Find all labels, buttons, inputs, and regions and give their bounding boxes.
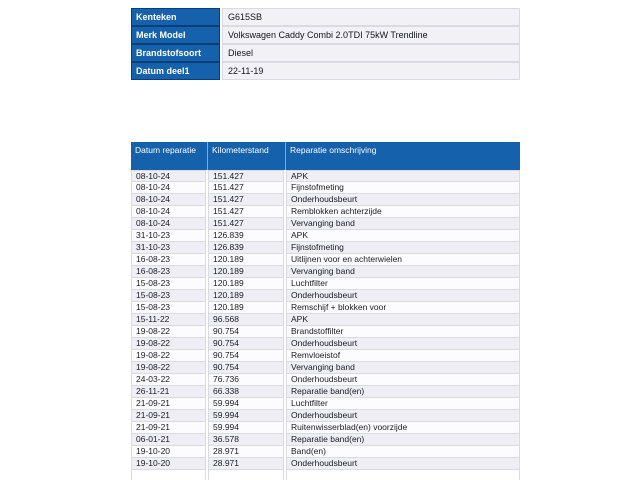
cell-kilometerstand: 151.427 [208, 218, 284, 230]
cell-reparatie-omschrijving: Onderhoudsbeurt [286, 290, 520, 302]
cell-reparatie-omschrijving: APK [286, 314, 520, 326]
table-row [131, 290, 520, 302]
cell-reparatie-omschrijving: Vervanging band [286, 362, 520, 374]
cell-reparatie-omschrijving: Onderhoudsbeurt [286, 338, 520, 350]
table-row [131, 218, 520, 230]
cell-kilometerstand: 90.754 [208, 326, 284, 338]
cell-reparatie-omschrijving: Band(en) [286, 446, 520, 458]
cell-datum-reparatie: 21-09-21 [131, 422, 206, 434]
cell-kilometerstand: 151.427 [208, 206, 284, 218]
cell-datum-reparatie: 19-08-22 [131, 350, 206, 362]
vehicle-info-value: Volkswagen Caddy Combi 2.0TDI 75kW Trendline [222, 26, 520, 44]
cell-reparatie-omschrijving: Vervanging band [286, 218, 520, 230]
cell-kilometerstand: 151.427 [208, 182, 284, 194]
cell-reparatie-omschrijving: Luchtfilter [286, 398, 520, 410]
cell-reparatie-omschrijving: Onderhoudsbeurt [286, 194, 520, 206]
cell-kilometerstand: 120.189 [208, 302, 284, 314]
cell-kilometerstand: 59.994 [208, 422, 284, 434]
cell-reparatie-omschrijving: Onderhoudsbeurt [286, 410, 520, 422]
cell-datum-reparatie: 08-10-24 [131, 218, 206, 230]
cell-datum-reparatie: 19-08-22 [131, 338, 206, 350]
cell-datum-reparatie: 08-10-24 [131, 170, 206, 182]
table-row [131, 170, 520, 182]
cell-datum-reparatie: 21-09-21 [131, 410, 206, 422]
table-row [131, 398, 520, 410]
table-row [131, 314, 520, 326]
table-row [131, 422, 520, 434]
repair-header-cell: Datum reparatie [131, 142, 208, 170]
table-row [131, 410, 520, 422]
repair-table-header [131, 142, 520, 170]
cell-datum-reparatie: 08-10-24 [131, 194, 206, 206]
table-row [131, 446, 520, 458]
repair-header-cell: Kilometerstand [208, 142, 286, 170]
cell-datum-reparatie: 15-08-23 [131, 278, 206, 290]
cell-datum-reparatie: 19-08-22 [131, 326, 206, 338]
vehicle-info-label: Merk Model [131, 26, 220, 44]
vehicle-info-row [131, 62, 520, 80]
cell-datum-reparatie: 31-10-23 [131, 230, 206, 242]
table-row [131, 434, 520, 446]
vehicle-info-row [131, 8, 520, 26]
cell-reparatie-omschrijving: Onderhoudsbeurt [286, 374, 520, 386]
table-row [131, 374, 520, 386]
repair-table [131, 142, 520, 480]
cell-reparatie-omschrijving: Uitlijnen voor en achterwielen [286, 254, 520, 266]
cell-datum-reparatie: 21-09-21 [131, 398, 206, 410]
cell-reparatie-omschrijving: Reparatie band(en) [286, 434, 520, 446]
cell-kilometerstand [208, 470, 284, 480]
cell-reparatie-omschrijving: Fijnstofmeting [286, 242, 520, 254]
repair-header-cell: Reparatie omschrijving [290, 145, 377, 155]
cell-reparatie-omschrijving: Ruitenwisserblad(en) voorzijde [286, 422, 520, 434]
table-row [131, 230, 520, 242]
cell-reparatie-omschrijving: APK [286, 170, 520, 182]
cell-kilometerstand: 76.736 [208, 374, 284, 386]
cell-datum-reparatie: 19-10-20 [131, 446, 206, 458]
table-row [131, 266, 520, 278]
table-row [131, 182, 520, 194]
cell-kilometerstand: 59.994 [208, 410, 284, 422]
cell-kilometerstand: 120.189 [208, 290, 284, 302]
cell-kilometerstand: 126.839 [208, 242, 284, 254]
cell-reparatie-omschrijving: Remschijf + blokken voor [286, 302, 520, 314]
table-row [131, 362, 520, 374]
cell-kilometerstand: 90.754 [208, 338, 284, 350]
table-row-partial [131, 470, 520, 480]
table-row [131, 206, 520, 218]
cell-kilometerstand: 66.338 [208, 386, 284, 398]
table-row [131, 386, 520, 398]
cell-kilometerstand: 28.971 [208, 458, 284, 470]
cell-datum-reparatie [131, 470, 206, 480]
vehicle-info-label: Datum deel1 [131, 62, 220, 80]
cell-reparatie-omschrijving: Brandstoffilter [286, 326, 520, 338]
cell-kilometerstand: 96.568 [208, 314, 284, 326]
cell-datum-reparatie: 19-08-22 [131, 362, 206, 374]
cell-datum-reparatie: 15-11-22 [131, 314, 206, 326]
cell-kilometerstand: 36.578 [208, 434, 284, 446]
table-row [131, 242, 520, 254]
cell-kilometerstand: 28.971 [208, 446, 284, 458]
cell-kilometerstand: 120.189 [208, 266, 284, 278]
table-row [131, 194, 520, 206]
cell-reparatie-omschrijving: Luchtfilter [286, 278, 520, 290]
cell-kilometerstand: 59.994 [208, 398, 284, 410]
table-row [131, 254, 520, 266]
table-row [131, 278, 520, 290]
cell-kilometerstand: 90.754 [208, 350, 284, 362]
table-row [131, 350, 520, 362]
cell-datum-reparatie: 15-08-23 [131, 290, 206, 302]
cell-datum-reparatie: 24-03-22 [131, 374, 206, 386]
vehicle-info-label: Kenteken [131, 8, 220, 26]
cell-reparatie-omschrijving: Remvloeistof [286, 350, 520, 362]
cell-datum-reparatie: 06-01-21 [131, 434, 206, 446]
cell-reparatie-omschrijving: APK [286, 230, 520, 242]
vehicle-info-row [131, 44, 520, 62]
cell-kilometerstand: 151.427 [208, 194, 284, 206]
cell-kilometerstand: 120.189 [208, 254, 284, 266]
cell-reparatie-omschrijving: Vervanging band [286, 266, 520, 278]
cell-datum-reparatie: 31-10-23 [131, 242, 206, 254]
vehicle-info-label: Brandstofsoort [131, 44, 220, 62]
vehicle-info-row [131, 26, 520, 44]
table-row [131, 458, 520, 470]
cell-datum-reparatie: 08-10-24 [131, 206, 206, 218]
table-row [131, 302, 520, 314]
vehicle-info-table [131, 8, 520, 80]
cell-datum-reparatie: 15-08-23 [131, 302, 206, 314]
cell-reparatie-omschrijving: Onderhoudsbeurt [286, 458, 520, 470]
cell-reparatie-omschrijving: Remblokken achterzijde [286, 206, 520, 218]
repair-table-body [131, 170, 520, 480]
cell-kilometerstand: 90.754 [208, 362, 284, 374]
cell-reparatie-omschrijving: Fijnstofmeting [286, 182, 520, 194]
cell-reparatie-omschrijving: Reparatie band(en) [286, 386, 520, 398]
vehicle-info-value: Diesel [222, 44, 520, 62]
cell-datum-reparatie: 19-10-20 [131, 458, 206, 470]
cell-kilometerstand: 151.427 [208, 170, 284, 182]
cell-datum-reparatie: 16-08-23 [131, 254, 206, 266]
vehicle-info-value: G615SB [222, 8, 520, 26]
cell-datum-reparatie: 16-08-23 [131, 266, 206, 278]
cell-kilometerstand: 120.189 [208, 278, 284, 290]
table-row [131, 338, 520, 350]
cell-kilometerstand: 126.839 [208, 230, 284, 242]
cell-datum-reparatie: 08-10-24 [131, 182, 206, 194]
vehicle-info-value: 22-11-19 [222, 62, 520, 80]
table-row [131, 326, 520, 338]
cell-reparatie-omschrijving [286, 470, 520, 480]
cell-datum-reparatie: 26-11-21 [131, 386, 206, 398]
